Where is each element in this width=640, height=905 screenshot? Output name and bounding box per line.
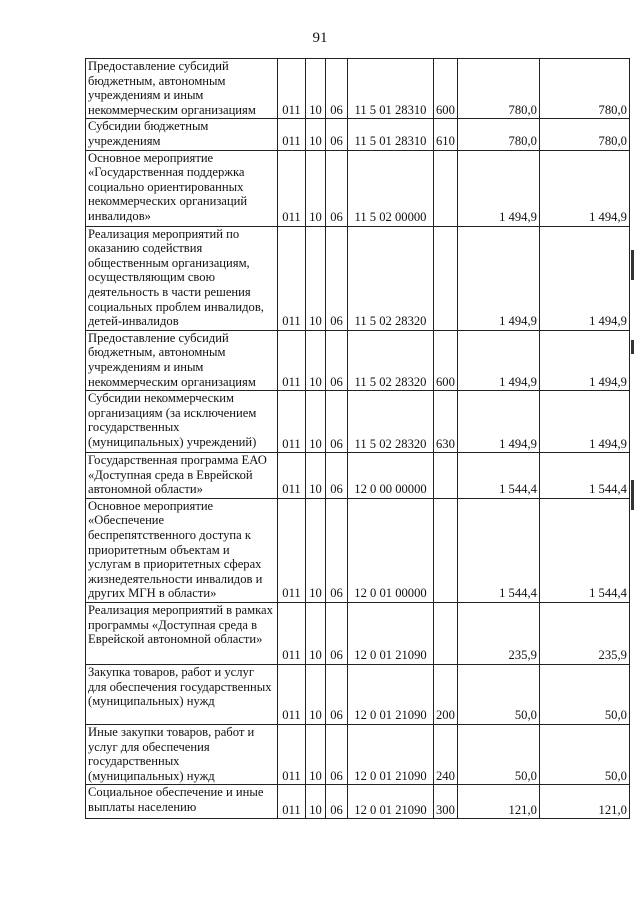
subsection-code: 06 bbox=[326, 330, 348, 390]
target-article-code: 11 5 01 28310 bbox=[348, 59, 434, 119]
section-code: 10 bbox=[306, 119, 326, 150]
amount-2: 50,0 bbox=[539, 665, 629, 725]
subsection-code: 06 bbox=[326, 453, 348, 499]
expense-type-code bbox=[434, 150, 458, 226]
section-code: 10 bbox=[306, 330, 326, 390]
row-name: Предоставление субсидий бюджетным, автономным учреждениям и иным некоммерческим организациям bbox=[86, 59, 278, 119]
ministry-code: 011 bbox=[278, 725, 306, 785]
amount-2: 780,0 bbox=[539, 59, 629, 119]
amount-2: 1 494,9 bbox=[539, 226, 629, 330]
ministry-code: 011 bbox=[278, 498, 306, 602]
expense-type-code: 600 bbox=[434, 59, 458, 119]
target-article-code: 12 0 01 21090 bbox=[348, 785, 434, 819]
table-row bbox=[86, 498, 630, 602]
subsection-code: 06 bbox=[326, 150, 348, 226]
amount-1: 780,0 bbox=[457, 59, 539, 119]
ministry-code: 011 bbox=[278, 665, 306, 725]
section-code: 10 bbox=[306, 785, 326, 819]
expense-type-code bbox=[434, 453, 458, 499]
target-article-code: 12 0 01 21090 bbox=[348, 665, 434, 725]
page-number: 91 bbox=[312, 30, 328, 46]
ministry-code: 011 bbox=[278, 391, 306, 453]
expense-type-code: 200 bbox=[434, 665, 458, 725]
row-name: Социальное обеспечение и иные выплаты населению bbox=[86, 785, 278, 819]
budget-table bbox=[85, 58, 630, 819]
section-code: 10 bbox=[306, 603, 326, 665]
target-article-code: 11 5 01 28310 bbox=[348, 119, 434, 150]
section-code: 10 bbox=[306, 665, 326, 725]
ministry-code: 011 bbox=[278, 330, 306, 390]
row-name: Государственная программа ЕАО «Доступная среда в Еврейской автономной области» bbox=[86, 453, 278, 499]
target-article-code: 12 0 00 00000 bbox=[348, 453, 434, 499]
ministry-code: 011 bbox=[278, 226, 306, 330]
target-article-code: 12 0 01 00000 bbox=[348, 498, 434, 602]
section-code: 10 bbox=[306, 59, 326, 119]
ministry-code: 011 bbox=[278, 785, 306, 819]
subsection-code: 06 bbox=[326, 665, 348, 725]
expense-type-code bbox=[434, 603, 458, 665]
amount-2: 780,0 bbox=[539, 119, 629, 150]
row-name: Иные закупки товаров, работ и услуг для обеспечения государственных (муниципальных) нужд bbox=[86, 725, 278, 785]
expense-type-code: 610 bbox=[434, 119, 458, 150]
subsection-code: 06 bbox=[326, 785, 348, 819]
expense-type-code: 600 bbox=[434, 330, 458, 390]
table-row bbox=[86, 785, 630, 819]
table-row bbox=[86, 330, 630, 390]
subsection-code: 06 bbox=[326, 59, 348, 119]
expense-type-code bbox=[434, 226, 458, 330]
row-name: Основное мероприятие «Обеспечение беспрепятственного доступа к приоритетным объектам и услугам в приоритетных сферах жизнедеятельности инвалидов и других МГН в области» bbox=[86, 498, 278, 602]
amount-1: 235,9 bbox=[457, 603, 539, 665]
row-name: Основное мероприятие «Государственная поддержка социально ориентированных некоммерческих организаций инвалидов» bbox=[86, 150, 278, 226]
target-article-code: 11 5 02 28320 bbox=[348, 330, 434, 390]
amount-2: 1 494,9 bbox=[539, 391, 629, 453]
amount-1: 50,0 bbox=[457, 665, 539, 725]
subsection-code: 06 bbox=[326, 725, 348, 785]
target-article-code: 11 5 02 28320 bbox=[348, 226, 434, 330]
table-row bbox=[86, 603, 630, 665]
table-row bbox=[86, 119, 630, 150]
subsection-code: 06 bbox=[326, 119, 348, 150]
section-code: 10 bbox=[306, 226, 326, 330]
row-name: Субсидии некоммерческим организациям (за исключением государственных (муниципальных) учреждений) bbox=[86, 391, 278, 453]
ministry-code: 011 bbox=[278, 603, 306, 665]
ministry-code: 011 bbox=[278, 59, 306, 119]
amount-1: 780,0 bbox=[457, 119, 539, 150]
amount-1: 121,0 bbox=[457, 785, 539, 819]
amount-2: 1 494,9 bbox=[539, 150, 629, 226]
table-row bbox=[86, 391, 630, 453]
table-row bbox=[86, 226, 630, 330]
amount-1: 1 544,4 bbox=[457, 498, 539, 602]
expense-type-code: 240 bbox=[434, 725, 458, 785]
section-code: 10 bbox=[306, 150, 326, 226]
target-article-code: 12 0 01 21090 bbox=[348, 725, 434, 785]
target-article-code: 11 5 02 28320 bbox=[348, 391, 434, 453]
section-code: 10 bbox=[306, 391, 326, 453]
amount-1: 1 494,9 bbox=[457, 150, 539, 226]
table-row bbox=[86, 453, 630, 499]
amount-1: 1 494,9 bbox=[457, 391, 539, 453]
row-name: Реализация мероприятий по оказанию содействия общественным организациям, осуществляющим свою деятельность в части решения социальных проблем инвалидов, детей-инвалидов bbox=[86, 226, 278, 330]
subsection-code: 06 bbox=[326, 226, 348, 330]
section-code: 10 bbox=[306, 498, 326, 602]
amount-2: 235,9 bbox=[539, 603, 629, 665]
row-name: Реализация мероприятий в рамках программы «Доступная среда в Еврейской автономной области» bbox=[86, 603, 278, 665]
table-row bbox=[86, 665, 630, 725]
target-article-code: 12 0 01 21090 bbox=[348, 603, 434, 665]
ministry-code: 011 bbox=[278, 119, 306, 150]
ministry-code: 011 bbox=[278, 150, 306, 226]
table-row bbox=[86, 150, 630, 226]
section-code: 10 bbox=[306, 453, 326, 499]
target-article-code: 11 5 02 00000 bbox=[348, 150, 434, 226]
amount-1: 1 494,9 bbox=[457, 330, 539, 390]
amount-1: 50,0 bbox=[457, 725, 539, 785]
subsection-code: 06 bbox=[326, 498, 348, 602]
row-name: Закупка товаров, работ и услуг для обеспечения государственных (муниципальных) нужд bbox=[86, 665, 278, 725]
amount-1: 1 544,4 bbox=[457, 453, 539, 499]
row-name: Субсидии бюджетным учреждениям bbox=[86, 119, 278, 150]
expense-type-code bbox=[434, 498, 458, 602]
amount-2: 1 544,4 bbox=[539, 498, 629, 602]
subsection-code: 06 bbox=[326, 391, 348, 453]
scan-edge-mark bbox=[631, 480, 634, 510]
expense-type-code: 300 bbox=[434, 785, 458, 819]
scan-edge-mark bbox=[631, 340, 634, 354]
table-body bbox=[86, 59, 630, 819]
subsection-code: 06 bbox=[326, 603, 348, 665]
table-row bbox=[86, 725, 630, 785]
amount-2: 50,0 bbox=[539, 725, 629, 785]
scan-edge-mark bbox=[631, 250, 634, 280]
table-row bbox=[86, 59, 630, 119]
ministry-code: 011 bbox=[278, 453, 306, 499]
amount-2: 121,0 bbox=[539, 785, 629, 819]
expense-type-code: 630 bbox=[434, 391, 458, 453]
section-code: 10 bbox=[306, 725, 326, 785]
amount-2: 1 494,9 bbox=[539, 330, 629, 390]
amount-2: 1 544,4 bbox=[539, 453, 629, 499]
amount-1: 1 494,9 bbox=[457, 226, 539, 330]
row-name: Предоставление субсидий бюджетным, автономным учреждениям и иным некоммерческим организациям bbox=[86, 330, 278, 390]
